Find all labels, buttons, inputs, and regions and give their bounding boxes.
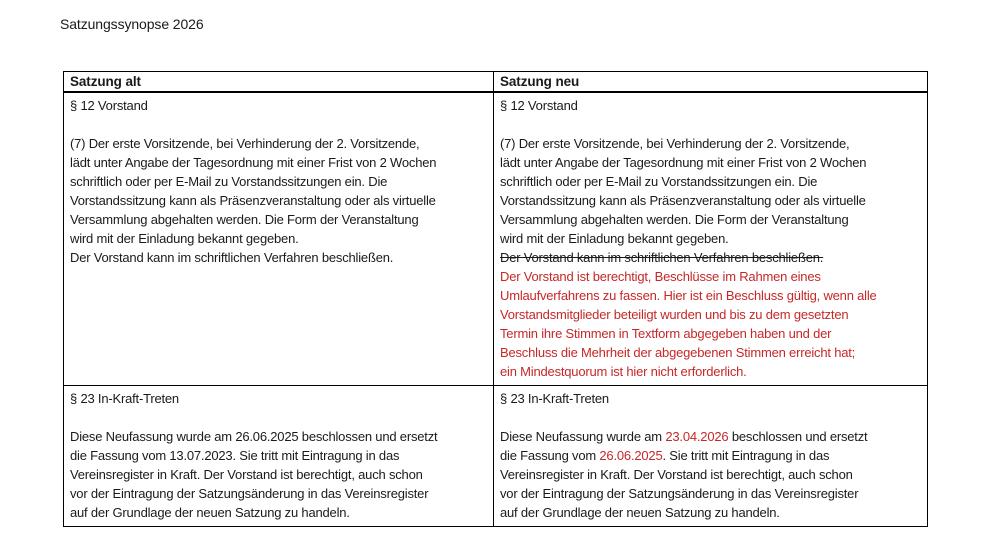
text-line: Diese Neufassung wurde am 26.06.2025 beschlossen und ersetzt xyxy=(70,429,438,444)
cell-paragraph-12-new xyxy=(494,93,927,385)
text-line: Vereinsregister in Kraft. Der Vorstand ist berechtigt, auch schon xyxy=(500,467,853,482)
table-header-row xyxy=(64,72,927,93)
text-line: vor der Eintragung der Satzungsänderung in das Vereinsregister xyxy=(500,486,859,501)
text-line: Der Vorstand ist berechtigt, Beschlüsse im Rahmen eines xyxy=(500,269,821,284)
column-header-satzung-neu: Satzung neu xyxy=(500,74,580,89)
statute-synopsis-table xyxy=(63,71,928,527)
column-header-satzung-alt: Satzung alt xyxy=(64,72,494,91)
text-line: Versammlung abgehalten werden. Die Form der Veranstaltung xyxy=(500,212,849,227)
text-line: auf der Grundlage der neuen Satzung zu handeln. xyxy=(500,505,780,520)
cell-paragraph-12-old xyxy=(64,93,494,385)
text-line xyxy=(70,115,491,134)
cell-paragraph-23-new xyxy=(494,386,927,526)
text-line: § 12 Vorstand xyxy=(70,98,148,113)
text-line: Versammlung abgehalten werden. Die Form der Veranstaltung xyxy=(70,212,419,227)
cell-paragraph-23-old xyxy=(64,386,494,526)
text-line: Vorstandssitzung kann als Präsenzveranstaltung oder als virtuelle xyxy=(500,193,866,208)
text-line: schriftlich oder per E-Mail zu Vorstandssitzungen ein. Die xyxy=(70,174,388,189)
text-line: (7) Der erste Vorsitzende, bei Verhinderung der 2. Vorsitzende, xyxy=(500,136,850,151)
text-line: (7) Der erste Vorsitzende, bei Verhinderung der 2. Vorsitzende, xyxy=(70,136,420,151)
text-line: Beschluss die Mehrheit der abgegebenen Stimmen erreicht hat; xyxy=(500,345,856,360)
text-line: Termin ihre Stimmen in Textform abgegeben haben und der xyxy=(500,326,832,341)
text-line: Diese Neufassung wurde am 23.04.2026 beschlossen und ersetzt xyxy=(500,429,868,444)
text-line xyxy=(500,408,925,427)
text-line: ein Mindestquorum ist hier nicht erforderlich. xyxy=(500,364,747,379)
text-line: Vereinsregister in Kraft. Der Vorstand ist berechtigt, auch schon xyxy=(70,467,423,482)
text-line: Vorstandssitzung kann als Präsenzveranstaltung oder als virtuelle xyxy=(70,193,436,208)
text-line: lädt unter Angabe der Tagesordnung mit einer Frist von 2 Wochen xyxy=(70,155,437,170)
text-line: wird mit der Einladung bekannt gegeben. xyxy=(70,231,299,246)
text-line: wird mit der Einladung bekannt gegeben. xyxy=(500,231,729,246)
text-line: schriftlich oder per E-Mail zu Vorstandssitzungen ein. Die xyxy=(500,174,818,189)
text-line xyxy=(500,115,925,134)
table-row-paragraph-23 xyxy=(64,386,927,526)
text-line: die Fassung vom 13.07.2023. Sie tritt mit Eintragung in das xyxy=(70,448,400,463)
table-row-paragraph-12 xyxy=(64,93,927,386)
text-line: § 23 In-Kraft-Treten xyxy=(500,391,609,406)
text-line: Umlaufverfahrens zu fassen. Hier ist ein Beschluss gültig, wenn alle xyxy=(500,288,877,303)
text-line: Der Vorstand kann im schriftlichen Verfahren beschließen. xyxy=(70,250,394,265)
text-line: Der Vorstand kann im schriftlichen Verfahren beschließen. xyxy=(500,250,824,265)
text-line: § 23 In-Kraft-Treten xyxy=(70,391,179,406)
text-line: die Fassung vom 26.06.2025. Sie tritt mit Eintragung in das xyxy=(500,448,830,463)
text-line: § 12 Vorstand xyxy=(500,98,578,113)
text-line: lädt unter Angabe der Tagesordnung mit einer Frist von 2 Wochen xyxy=(500,155,867,170)
text-line xyxy=(70,408,491,427)
text-line: auf der Grundlage der neuen Satzung zu handeln. xyxy=(70,505,350,520)
text-line: vor der Eintragung der Satzungsänderung in das Vereinsregister xyxy=(70,486,429,501)
text-line: Vorstandsmitglieder beteiligt wurden und bis zu dem gesetzten xyxy=(500,307,849,322)
document-title: Satzungssynopse 2026 xyxy=(60,16,204,32)
